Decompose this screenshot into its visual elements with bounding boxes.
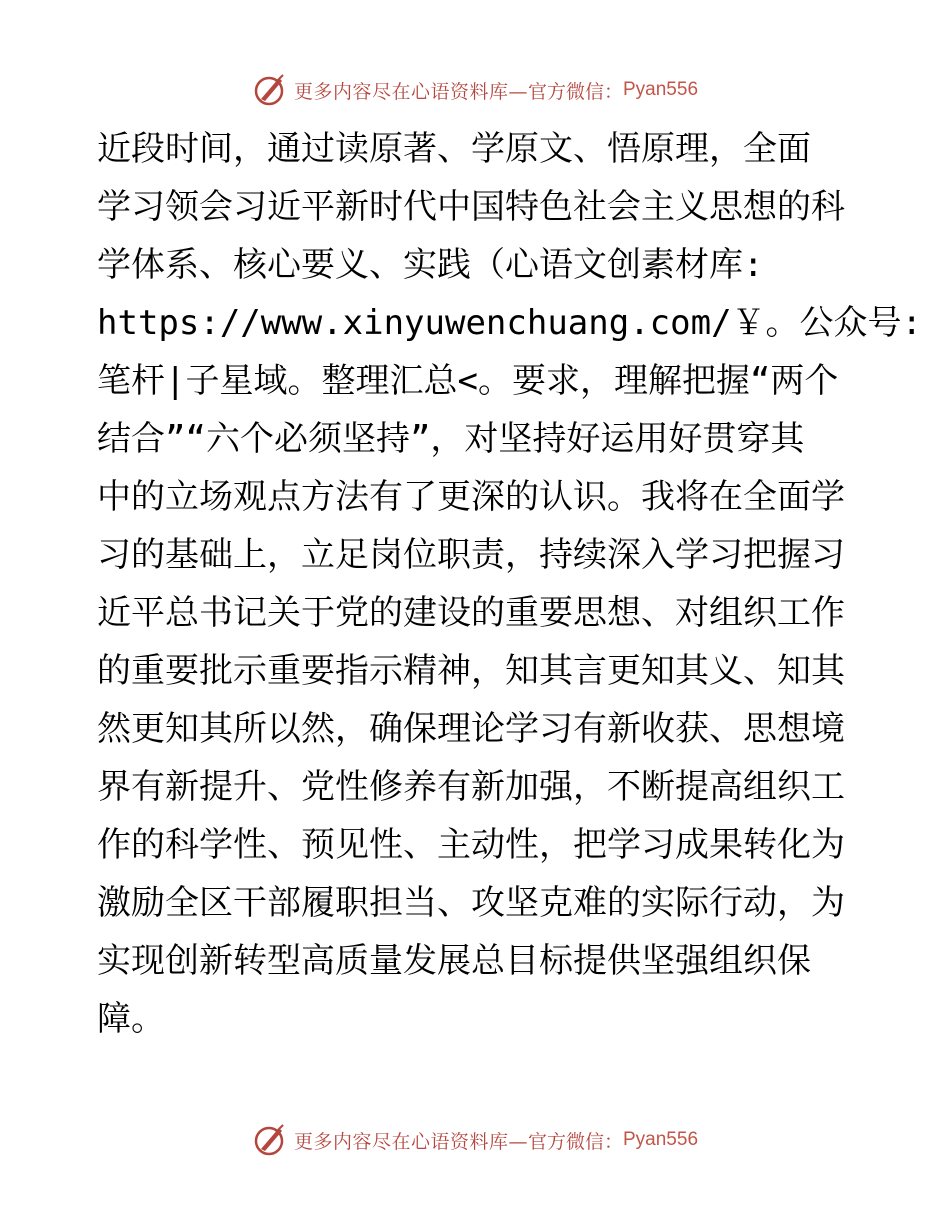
- header-banner-wechat-id: Pyan556: [623, 79, 699, 100]
- text-line: 笔杆|子星域。整理汇总<。要求，理解把握“两个: [97, 361, 839, 401]
- text-line: 习的基础上，立足岗位职责，持续深入学习把握习: [97, 535, 845, 575]
- text-line: 近段时间，通过读原著、学原文、悟原理，全面: [97, 129, 811, 169]
- text-line: 学体系、核心要义、实践（心语文创素材库:: [97, 245, 764, 285]
- footer-banner-text: 更多内容尽在心语资料库—: [293, 1130, 528, 1153]
- quill-logo-icon: [252, 72, 288, 108]
- quill-logo-icon: [252, 1122, 288, 1158]
- text-line: 激励全区干部履职担当、攻坚克难的实际行动，为: [97, 883, 845, 923]
- text-line: 界有新提升、党性修养有新加强，不断提高组织工: [97, 767, 845, 807]
- document-body: [97, 120, 923, 1048]
- text-line: 近平总书记关于党的建设的重要思想、对组织工作: [97, 593, 845, 633]
- header-banner-wechat-label: 官方微信：: [527, 80, 623, 103]
- header-banner: [0, 70, 950, 110]
- text-line: 中的立场观点方法有了更深的认识。我将在全面学: [97, 477, 845, 517]
- text-line-url: https://www.xinyuwenchuang.com/￥。公众号:: [97, 303, 923, 343]
- text-line: 实现创新转型高质量发展总目标提供坚强组织保: [97, 941, 811, 981]
- text-line: 结合”“六个必须坚持”，对坚持好运用好贯穿其: [97, 419, 805, 459]
- text-line: 障。: [97, 999, 165, 1039]
- text-line: 然更知其所以然，确保理论学习有新收获、思想境: [97, 709, 845, 749]
- text-line: 学习领会习近平新时代中国特色社会主义思想的科: [97, 187, 845, 227]
- footer-banner: [0, 1120, 950, 1160]
- footer-banner-wechat-label: 官方微信：: [527, 1130, 623, 1153]
- footer-banner-wechat-id: Pyan556: [623, 1129, 699, 1150]
- text-line: 作的科学性、预见性、主动性，把学习成果转化为: [97, 825, 845, 865]
- text-line: 的重要批示重要指示精神，知其言更知其义、知其: [97, 651, 845, 691]
- header-banner-text: 更多内容尽在心语资料库—: [293, 80, 528, 103]
